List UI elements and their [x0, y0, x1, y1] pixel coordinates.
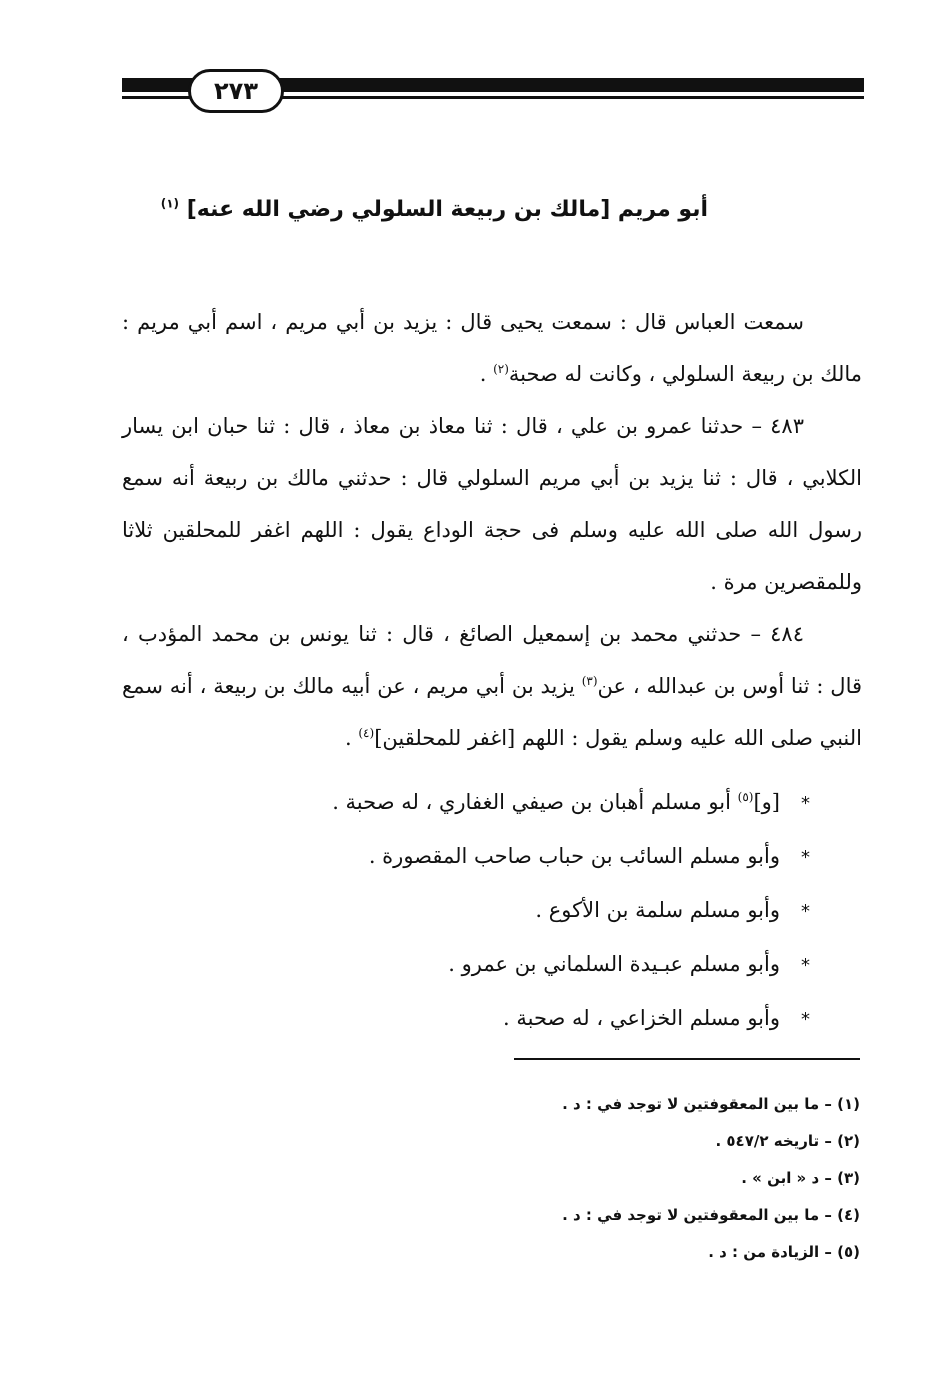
star-bullet-icon: *	[801, 847, 810, 868]
section-title	[161, 190, 708, 230]
list-item	[332, 938, 810, 992]
footnote-marker-5: (٥)	[737, 790, 754, 804]
star-bullet-icon: *	[801, 955, 810, 976]
paragraph-484-text-a: ٤٨٤ – حدثني محمد بن إسمعيل الصائغ ، قال : ثنا يونس بن محمد المؤدب ، قال : ثنا أوس بن عبدالله ، عن	[122, 622, 863, 698]
list-item-prefix: [و]	[753, 790, 780, 814]
footnote: (٣) – د « ابن » .	[741, 1169, 860, 1187]
page-header	[122, 66, 864, 116]
star-bullet-icon: *	[801, 1009, 810, 1030]
footnote-marker-4: (٤)	[358, 726, 375, 740]
list-item	[332, 992, 810, 1046]
list-item-text: وأبو مسلم الخزاعي ، له صحبة .	[503, 1006, 780, 1030]
list-item	[332, 776, 810, 830]
paragraph-484-text-b: يزيد بن أبي مريم ، عن أبيه مالك بن ربيعة ، أنه سمع النبي صلى الله عليه وسلم يقول : اللهم [اغفر للمحلقين]	[122, 674, 862, 750]
footnote: (٢) – تاريخه ٥٤٧/٢ .	[715, 1132, 860, 1150]
list-item-text: وأبو مسلم عبـيدة السلماني بن عمرو .	[448, 952, 780, 976]
footnotes	[340, 1086, 860, 1271]
paragraph-484	[122, 608, 862, 764]
section-title-text: أبو مريم [مالك بن ربيعة السلولي رضي الله عنه]	[186, 197, 708, 222]
footnote: (١) – ما بين المعقوفتين لا توجد في : د .	[562, 1095, 860, 1113]
paragraph-483: ٤٨٣ – حدثنا عمرو بن علي ، قال : ثنا معاذ بن معاذ ، قال : ثنا حبان ابن يسار الكلابي ، قال : ثنا يزيد بن أبي مريم السلولي قال : حدثني مالك بن ربيعة أنه سمع رسول الله صلى الله عليه وسلم فى حجة الوداع يقول : اللهم اغفر للمحلقين ثلاثا وللمقصرين مرة .	[122, 414, 862, 594]
name-list	[332, 776, 810, 1046]
footnote: (٤) – ما بين المعقوفتين لا توجد في : د .	[562, 1206, 860, 1224]
list-item-text: وأبو مسلم السائب بن حباب صاحب المقصورة .	[368, 844, 780, 868]
paragraph-1	[122, 296, 862, 400]
footnote-marker-2: (٢)	[493, 362, 509, 376]
list-item-text: أبو مسلم أهبان بن صيفي الغفاري ، له صحبة .	[332, 790, 738, 814]
star-bullet-icon: *	[801, 901, 810, 922]
page-number: ٢٧٣	[188, 69, 284, 113]
list-item	[332, 830, 810, 884]
footnote-marker-3: (٣)	[581, 674, 598, 688]
footnote: (٥) – الزيادة من : د .	[708, 1243, 860, 1261]
list-item-text: وأبو مسلم سلمة بن الأكوع .	[535, 898, 780, 922]
star-bullet-icon: *	[801, 793, 810, 814]
main-text	[122, 296, 862, 764]
list-item	[332, 884, 810, 938]
paragraph-484-end: .	[345, 726, 359, 750]
footnote-marker-1: (١)	[160, 196, 180, 211]
paragraph-1-text: سمعت العباس قال : سمعت يحيى قال : يزيد بن أبي مريم ، اسم أبي مريم : مالك بن ربيعة السلولي ، وكانت له صحبة	[122, 310, 862, 386]
footnote-divider	[514, 1058, 860, 1060]
paragraph-1-end: .	[479, 362, 494, 386]
